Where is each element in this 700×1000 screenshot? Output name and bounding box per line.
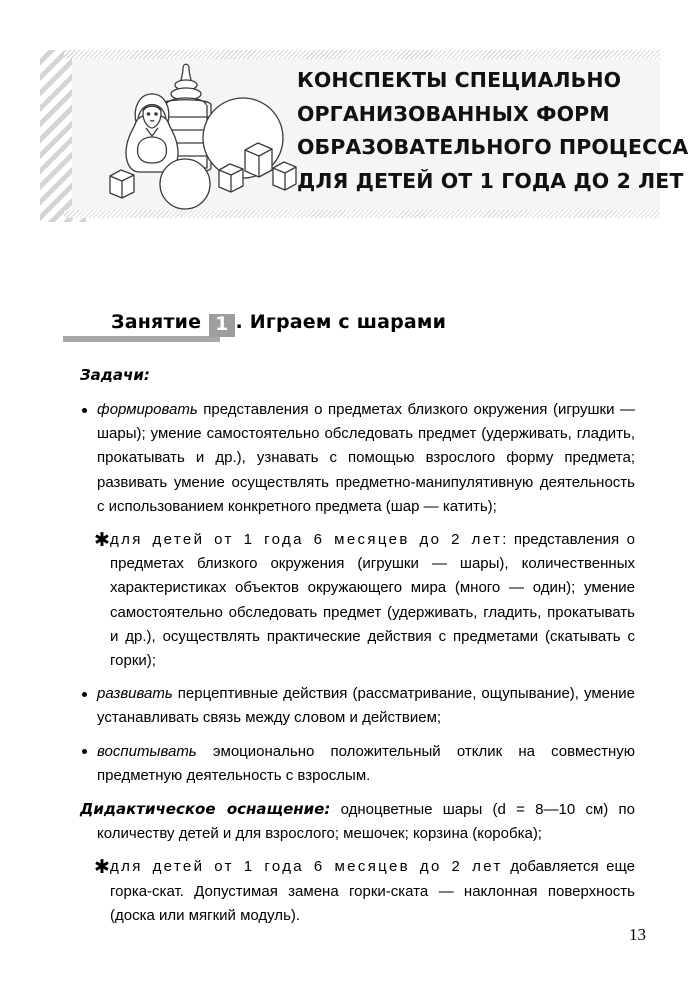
- hatch-decoration-top: [64, 50, 660, 59]
- equipment-label: Дидактическое оснащение:: [80, 800, 331, 819]
- banner-title-line-1: КОНСПЕКТЫ СПЕЦИАЛЬНО: [297, 68, 622, 92]
- age-note-text: : представления о предметах близкого окружения (игрушки — шары), количественных характеристиках объектов окружающего мира (много — один); умение самостоятельно обследовать предмет (удерживать, гладить, прокатывать и др.), осуществлять практические действия с предметами (скатывать с горки);: [110, 531, 635, 670]
- page-title: [111, 311, 446, 337]
- toys-illustration-icon: [88, 60, 298, 212]
- lesson-suffix: . Играем с шарами: [235, 311, 447, 333]
- list-item-lead: развивать: [97, 685, 173, 703]
- banner-title-line-4: ДЛЯ ДЕТЕЙ ОТ 1 ГОДА ДО 2 ЛЕТ: [297, 168, 684, 193]
- lesson-heading: [63, 311, 637, 345]
- bullet-dot-icon: [82, 408, 87, 413]
- header-banner: [40, 50, 689, 222]
- asterisk-icon: ✱: [94, 529, 110, 552]
- banner-title-line-2: ОРГАНИЗОВАННЫХ ФОРМ: [297, 101, 610, 126]
- age-note-range: для детей от 1 года 6 месяцев до 2 лет: [110, 858, 503, 876]
- page-number: 13: [629, 925, 646, 944]
- list-item-lead: формировать: [97, 401, 198, 418]
- banner-title: [297, 64, 697, 198]
- age-note-paragraph: [80, 855, 635, 928]
- equipment-text: одноцветные шары (d = 8—10 см) по количеству детей и для взрослого; мешочек; корзина (коробка);: [97, 801, 635, 843]
- equipment-paragraph: [80, 797, 635, 846]
- lesson-number-badge: 1: [209, 314, 234, 337]
- age-note-text: добавляется еще горка-скат. Допустимая замена горки-ската — наклонная поверхность (доска или мягкий модуль).: [110, 858, 636, 924]
- age-note-paragraph: [80, 528, 635, 673]
- list-item-text: перцептивные действия (рассматривание, ощупывание), умение устанавливать связь между словом и действием;: [97, 685, 635, 727]
- banner-title-line-3: ОБРАЗОВАТЕЛЬНОГО ПРОЦЕССА: [297, 135, 689, 159]
- list-item-text: эмоционально положительный отклик на совместную предметную деятельность с взрослым.: [97, 742, 635, 784]
- lesson-prefix: Занятие: [111, 311, 202, 333]
- asterisk-icon: ✱: [94, 856, 110, 879]
- list-item-lead: воспитывать: [97, 742, 197, 760]
- list-item: [80, 740, 635, 788]
- list-item: [80, 682, 635, 730]
- age-note-range: для детей от 1 года 6 месяцев до 2 лет: [110, 531, 503, 549]
- list-item: [80, 398, 635, 519]
- bullet-dot-icon: [82, 692, 87, 697]
- lesson-content: [80, 366, 635, 937]
- tasks-label: Задачи:: [80, 366, 150, 384]
- list-item-text: представления о предметах близкого окружения (игрушки — шары); умение самостоятельно обследовать предмет (удерживать, гладить, прокатывать и др.), узнавать с помощью взрослого форму предмета; развивать умение осуществлять предметно-манипулятивную деятельность с использованием конкретного предмета (шар — катить);: [97, 401, 635, 515]
- bullet-dot-icon: [82, 749, 87, 754]
